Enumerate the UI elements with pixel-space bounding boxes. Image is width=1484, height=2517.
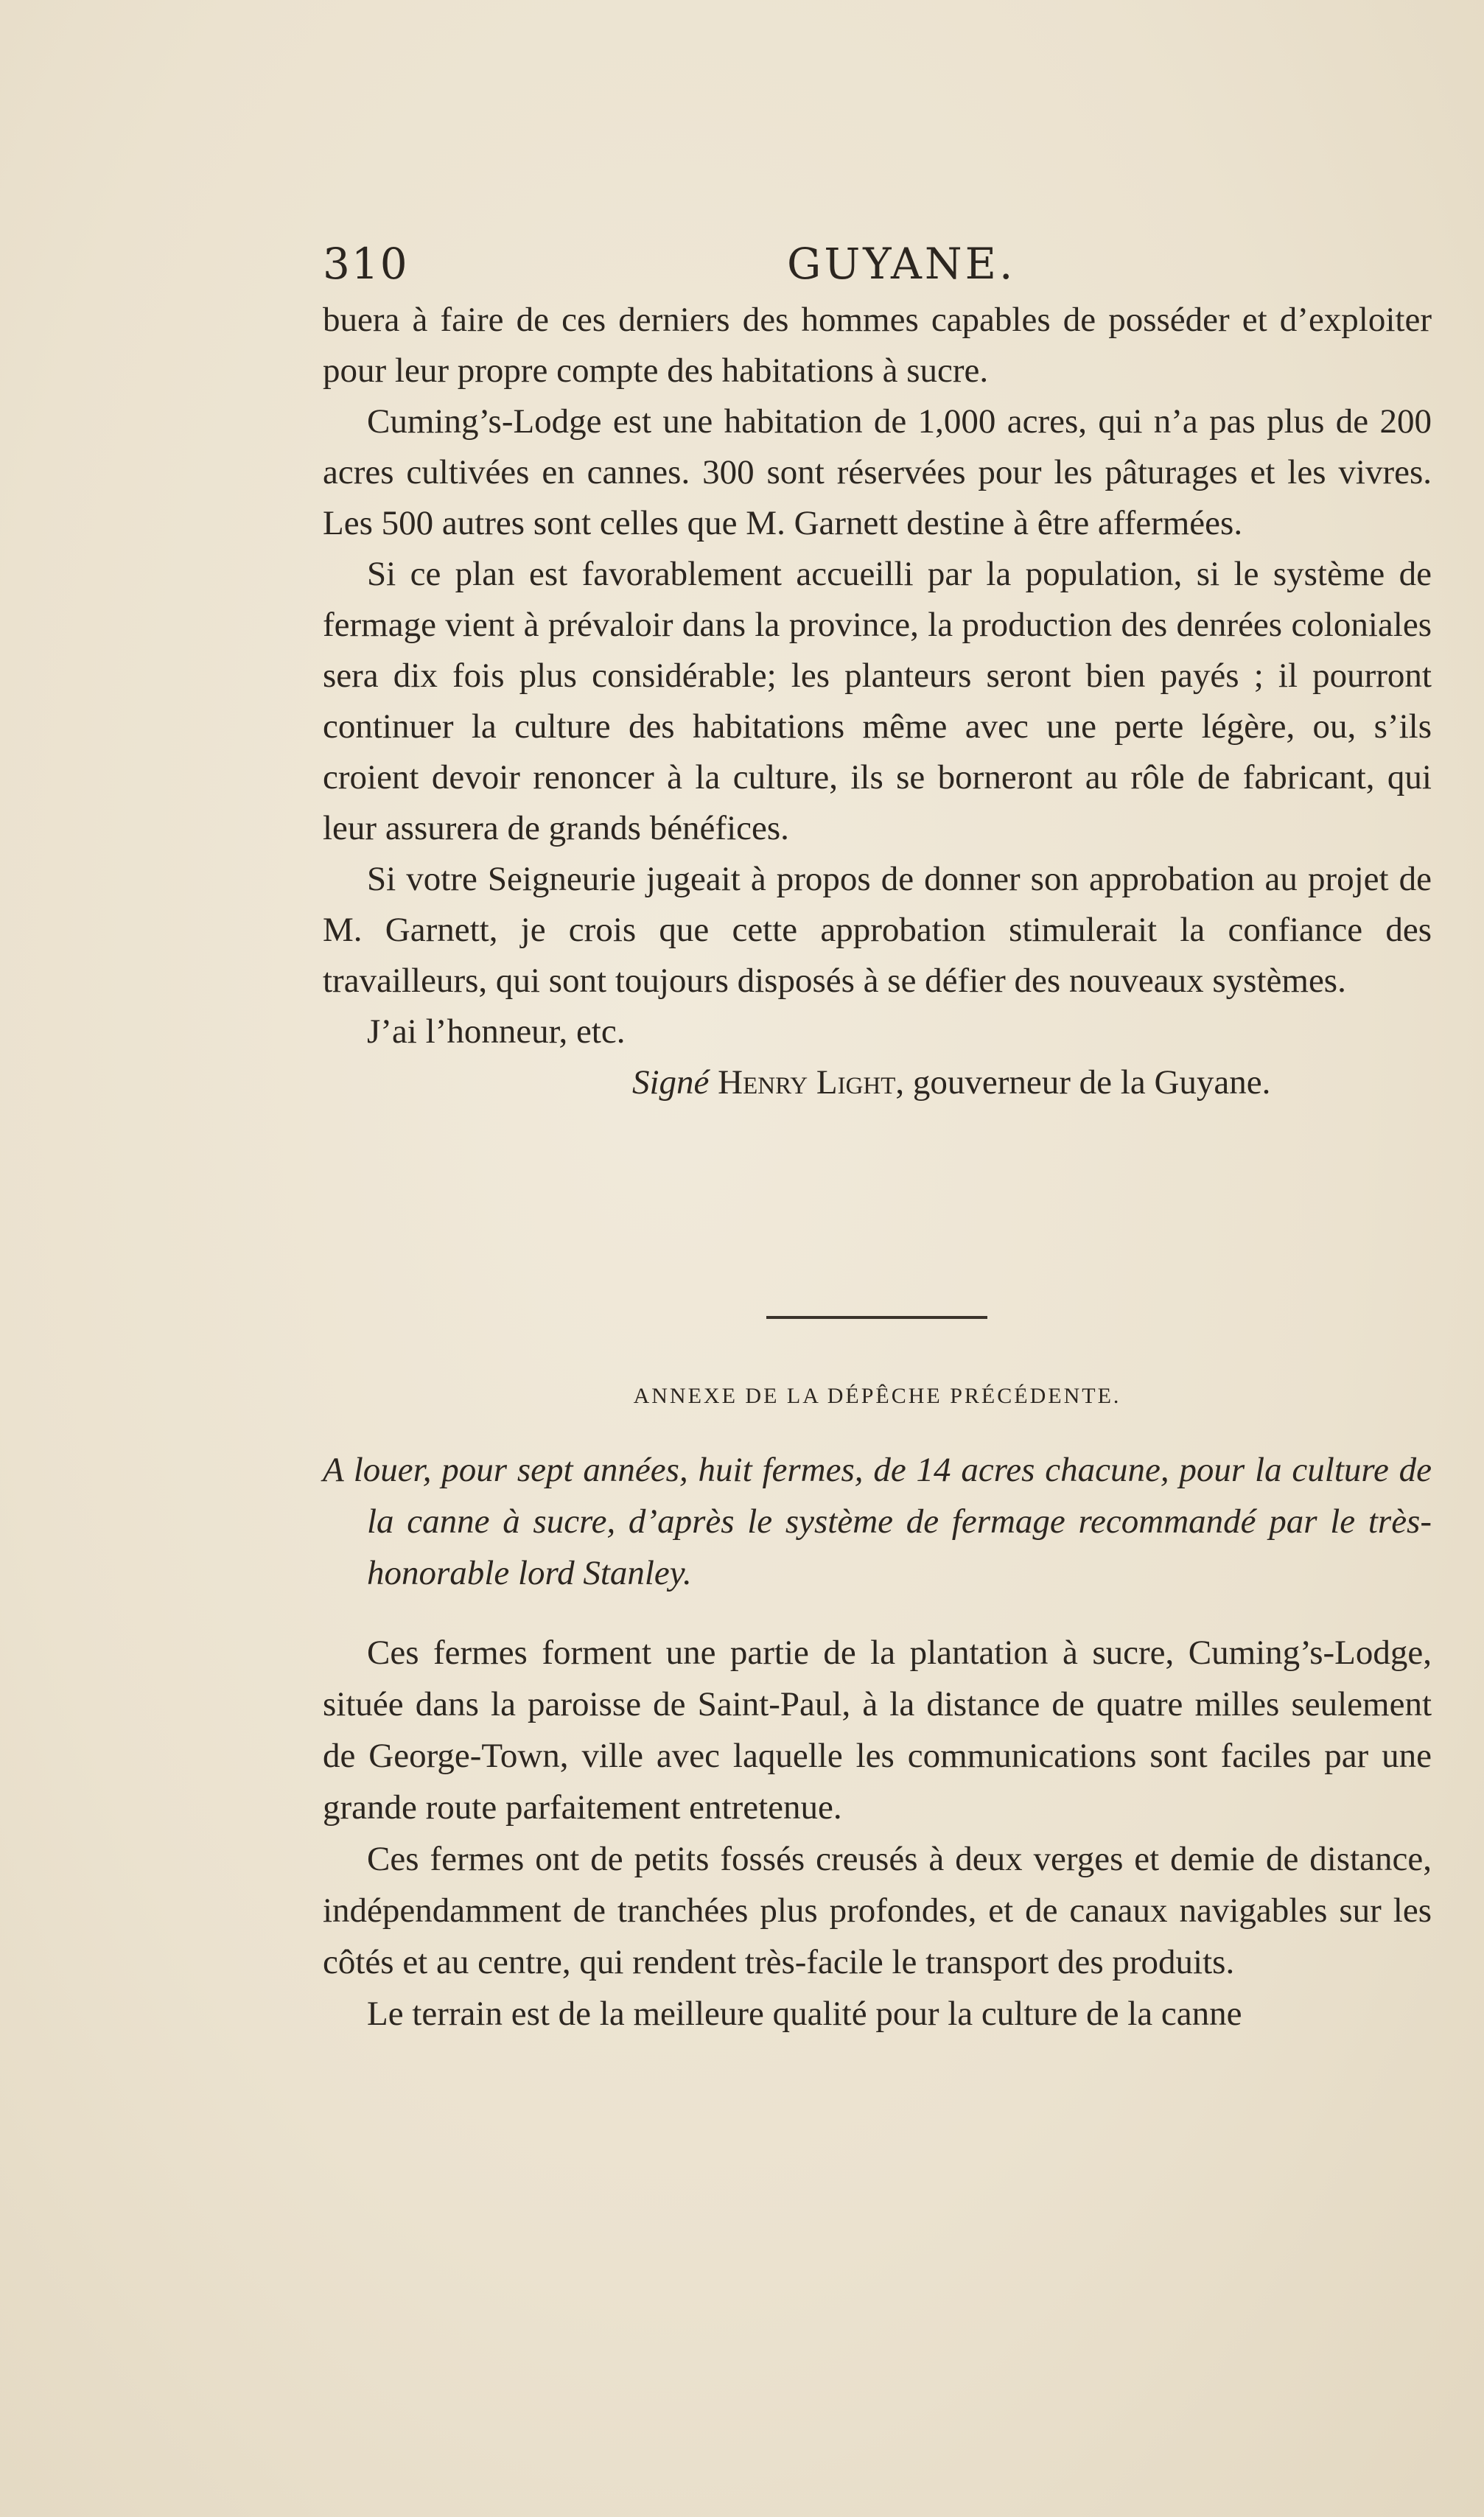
signature-line <box>323 1057 1432 1108</box>
paragraph: Ces fermes ont de petits fossés creusés à deux verges et demie de distance, indépendamment de tranchées plus profondes, et de canaux navigables sur les côtés et au centre, qui rendent très-facile le transport des produits. <box>323 1840 1432 1981</box>
signature-role: , gouverneur de la Guyane. <box>895 1063 1271 1102</box>
paragraph: Si ce plan est favorablement accueilli par la population, si le système de fermage vient à prévaloir dans la province, la production des denrées coloniales sera dix fois plus considérable; les planteurs seront bien payés ; il pourront continuer la culture des habitations même avec une perte légère, ou, s’ils croient devoir renoncer à la culture, ils se borneront au rôle de fabricant, qui leur assurera de grands bénéfices. <box>323 555 1432 847</box>
paragraph: Si votre Seigneurie jugeait à propos de donner son approbation au projet de M. Garnett, je crois que cette approbation stimulerait la confiance des travailleurs, qui sont toujours disposés à se défier des nouveaux systèmes. <box>323 860 1432 1000</box>
page-number: 310 <box>323 239 409 289</box>
annex-text <box>323 1444 1432 2040</box>
signature-signed: Signé <box>632 1063 710 1102</box>
running-header <box>323 234 1435 293</box>
main-text <box>323 295 1432 1108</box>
paragraph: buera à faire de ces derniers des hommes capables de posséder et d’exploiter pour leur propre compte des habitations à sucre. <box>323 301 1432 390</box>
running-title: GUYANE. <box>787 239 1016 289</box>
paragraph: Le terrain est de la meilleure qualité pour la culture de la canne <box>367 1995 1242 2033</box>
paragraph: Ces fermes forment une partie de la plantation à sucre, Cuming’s-Lodge, située dans la paroisse de Saint-Paul, à la distance de quatre milles seulement de George-Town, ville avec laquelle les communications sont faciles par une grande route parfaitement entretenue. <box>323 1634 1432 1827</box>
paragraph: Cuming’s-Lodge est une habitation de 1,000 acres, qui n’a pas plus de 200 acres cultivées en cannes. 300 sont réservées pour les pâturages et les vivres. Les 500 autres sont celles que M. Garnett destine à être affermées. <box>323 402 1432 542</box>
closing-formula: J’ai l’honneur, etc. <box>367 1012 626 1051</box>
annex-heading: ANNEXE DE LA DÉPÊCHE PRÉCÉDENTE. <box>633 1384 1121 1408</box>
section-divider <box>766 1316 987 1319</box>
annex-title: A louer, pour sept années, huit fermes, de 14 acres chacune, pour la culture de la canne à sucre, d’après le système de fermage recommandé par le très-honorable lord Stanley. <box>323 1451 1432 1592</box>
signature-name: Henry Light <box>718 1063 896 1102</box>
